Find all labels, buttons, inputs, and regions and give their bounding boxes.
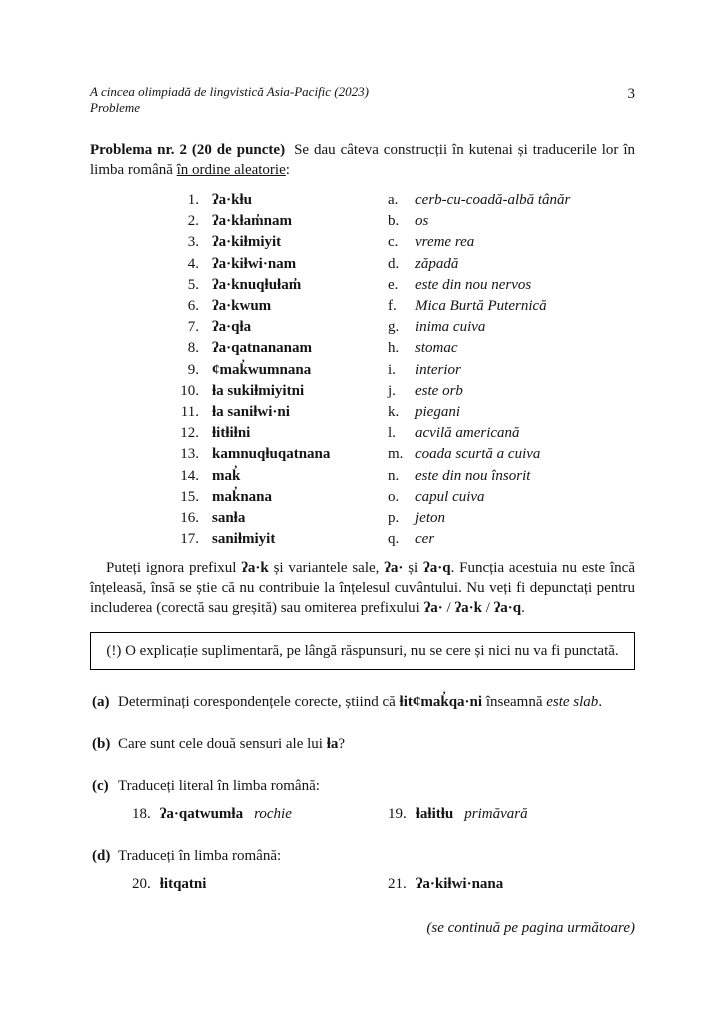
option-letter: h.: [388, 340, 400, 357]
option-letter: j.: [388, 382, 396, 399]
item-number: 1.: [187, 192, 199, 208]
romanian-translation: zăpadă: [415, 255, 459, 272]
kutenai-word: ʔa·qⱡa: [212, 319, 252, 336]
item-number: 10.: [180, 382, 199, 399]
list-row: [90, 487, 635, 508]
kutenai-word: ʔa·kwum: [212, 298, 272, 315]
romanian-translation: este din nou însorit: [415, 467, 531, 484]
list-row: [90, 381, 635, 402]
item-number: 3.: [187, 234, 199, 251]
item-number: 8.: [187, 340, 199, 357]
question-c: [92, 776, 635, 796]
option-letter: i.: [388, 361, 396, 378]
kutenai-word: ʔa·kiⱡwi·nana: [415, 876, 504, 893]
item-number: 9.: [187, 361, 199, 378]
intro-paragraph: [90, 140, 635, 180]
kutenai-word: ʔa·qatwumⱡa: [159, 806, 244, 823]
list-row: [90, 296, 635, 317]
intro-text: Se dau câteva construcții în kutenai și traducerile lor în limba română: [90, 142, 635, 178]
option-letter: e.: [388, 276, 399, 293]
item-number: 2.: [187, 213, 199, 230]
underlined-phrase: în ordine aleatorie: [176, 162, 286, 178]
romanian-translation: capul cuiva: [415, 488, 485, 505]
intro-colon: :: [285, 162, 290, 178]
romanian-translation: stomac: [415, 340, 458, 357]
kutenai-word: sanⱡa: [212, 510, 246, 527]
kutenai-word: ʔa·qatnananam: [212, 340, 313, 357]
list-row: [90, 444, 635, 465]
kutenai-word: mak̓: [212, 467, 241, 484]
item-number: 20.: [132, 876, 151, 893]
kutenai-word: ȼmak̓wumnana: [212, 361, 312, 378]
kutenai-word: ʔa·kiⱡmiyit: [212, 234, 282, 251]
prefix-form: ʔa·q: [493, 600, 522, 617]
question-c-text: Traduceți literal în limba română:: [118, 778, 320, 795]
prefix-note-text: /: [442, 600, 455, 617]
romanian-translation: inima cuiva: [415, 319, 486, 336]
item-number: 12.: [180, 425, 199, 442]
romanian-translation: vreme rea: [415, 234, 475, 251]
item-number: 7.: [187, 319, 199, 336]
item-number: 13.: [180, 446, 199, 463]
prefix-note-text: .: [521, 600, 525, 617]
question-a-text: [118, 692, 602, 712]
romanian-gloss: rochie: [254, 806, 292, 823]
option-letter: n.: [388, 467, 400, 484]
item-number: 11.: [180, 404, 199, 421]
prefix-note-text: /: [481, 600, 494, 617]
romanian-translation: cer: [415, 531, 435, 548]
romanian-gloss: primăvară: [464, 806, 528, 823]
section-label: Probleme: [90, 100, 141, 115]
romanian-translation: este orb: [415, 382, 463, 399]
kutenai-word: ⱡa saniⱡwi·ni: [212, 404, 290, 421]
list-row: [90, 211, 635, 232]
list-row: [90, 508, 635, 529]
page-header: [90, 84, 635, 116]
prefix-form: ʔa·k: [241, 560, 269, 577]
question-d-items: [132, 874, 635, 894]
option-letter: q.: [388, 531, 400, 548]
prefix-note-text: Puteți ignora prefixul: [106, 560, 242, 577]
item-number: 21.: [388, 876, 407, 893]
question-c-items: [132, 804, 635, 824]
item-number: 14.: [180, 467, 199, 484]
continuation-note: (se continuă pe pagina următoare): [426, 920, 635, 936]
page-number: 3: [627, 86, 635, 102]
list-row: [90, 402, 635, 423]
prefix-form: ʔa·: [423, 600, 443, 617]
romanian-translation: cerb-cu-coadă-albă tânăr: [415, 192, 571, 208]
item-number: 5.: [187, 276, 199, 293]
list-row: [90, 317, 635, 338]
list-row: [90, 275, 635, 296]
option-letter: f.: [388, 298, 397, 315]
kutenai-word: ⱡa: [326, 736, 339, 753]
question-a-part: înseamnă: [482, 694, 547, 711]
prefix-form: ʔa·q: [423, 560, 451, 577]
option-letter: m.: [388, 446, 404, 463]
item-number: 16.: [180, 510, 199, 527]
translation-item: [388, 874, 514, 894]
list-row: [90, 466, 635, 487]
list-row: [90, 423, 635, 444]
question-b: [92, 734, 635, 754]
romanian-translation: jeton: [415, 510, 445, 527]
kutenai-word: ⱡitȼmak̓qa·ni: [399, 694, 483, 711]
list-row: [90, 232, 635, 253]
question-a-part: Determinați corespondențele corecte, știind că: [118, 694, 400, 711]
romanian-translation: acvilă americană: [415, 425, 520, 442]
list-row: [90, 254, 635, 275]
question-d: [92, 846, 635, 866]
romanian-translation: coada scurtă a cuiva: [415, 446, 541, 463]
translation-item: [132, 874, 388, 894]
question-a-part: .: [598, 694, 603, 711]
correspondence-list: [90, 190, 635, 550]
prefix-note-text: . Funcția acestuia nu este încă înțeleasă, însă se știe că nu contribuie la înțelesul cuvântului. Nu veți fi depunctați pentru includerea (corectă sau greșită) sau omiterea prefixului: [90, 560, 635, 617]
romanian-translation: piegani: [415, 404, 460, 421]
question-d-label: (d): [92, 848, 111, 865]
kutenai-word: mak̓nana: [212, 488, 273, 505]
option-letter: p.: [388, 510, 400, 527]
question-b-part: ?: [338, 736, 346, 753]
prefix-form: ʔa·: [384, 560, 404, 577]
romanian-gloss: este slab: [546, 694, 599, 711]
option-letter: b.: [388, 213, 400, 230]
question-b-label: (b): [92, 736, 111, 753]
kutenai-word: ⱡitⱡiⱡni: [212, 425, 251, 442]
question-b-text: [118, 734, 345, 754]
list-row: [90, 360, 635, 381]
romanian-translation: este din nou nervos: [415, 276, 532, 293]
list-row: [90, 338, 635, 359]
kutenai-word: ʔa·kⱡam̓nam: [212, 213, 293, 230]
kutenai-word: ʔa·knuqⱡuⱡam̓: [212, 276, 302, 293]
kutenai-word: ʔa·kiⱡwi·nam: [212, 255, 297, 272]
kutenai-word: ʔa·kⱡu: [212, 192, 253, 208]
option-letter: k.: [388, 404, 400, 421]
question-a: [92, 692, 635, 712]
romanian-translation: interior: [415, 361, 461, 378]
running-head: [90, 84, 369, 116]
prefix-note-paragraph: [90, 558, 635, 618]
option-letter: o.: [388, 488, 400, 505]
romanian-translation: os: [415, 213, 429, 230]
prefix-note-text: și: [403, 560, 424, 577]
list-row: [90, 190, 635, 211]
prefix-form: ʔa·k: [454, 600, 482, 617]
list-row: [90, 529, 635, 550]
kutenai-word: saniⱡmiyit: [212, 531, 276, 548]
prefix-note-text: și variantele sale,: [268, 560, 385, 577]
note-text: (!) O explicație suplimentară, pe lângă răspunsuri, nu se cere și nici nu va fi punctată.: [106, 643, 619, 660]
option-letter: l.: [388, 425, 396, 442]
item-number: 19.: [388, 806, 407, 823]
question-b-part: Care sunt cele două sensuri ale lui: [118, 736, 327, 753]
romanian-translation: Mica Burtă Puternică: [415, 298, 547, 315]
option-letter: c.: [388, 234, 399, 251]
problem-title: Problema nr. 2 (20 de puncte): [90, 142, 286, 158]
kutenai-word: kamnuqⱡuqatnana: [212, 446, 331, 463]
kutenai-word: ⱡitqatni: [159, 876, 207, 893]
option-letter: g.: [388, 319, 400, 336]
olympiad-title: A cincea olimpiadă de lingvistică Asia-Pacific (2023): [90, 84, 369, 99]
translation-item: [132, 804, 388, 824]
kutenai-word: ⱡaⱡitⱡu: [415, 806, 454, 823]
translation-item: [388, 804, 528, 824]
kutenai-word: ⱡa sukiⱡmiyitni: [212, 382, 305, 399]
note-box: [90, 632, 635, 670]
option-letter: a.: [388, 192, 399, 208]
question-c-label: (c): [92, 778, 109, 795]
option-letter: d.: [388, 255, 400, 272]
item-number: 6.: [187, 298, 199, 315]
item-number: 15.: [180, 488, 199, 505]
question-d-text: Traduceți în limba română:: [118, 848, 282, 865]
question-a-label: (a): [92, 694, 110, 711]
item-number: 17.: [180, 531, 199, 548]
item-number: 18.: [132, 806, 151, 823]
item-number: 4.: [187, 255, 199, 272]
